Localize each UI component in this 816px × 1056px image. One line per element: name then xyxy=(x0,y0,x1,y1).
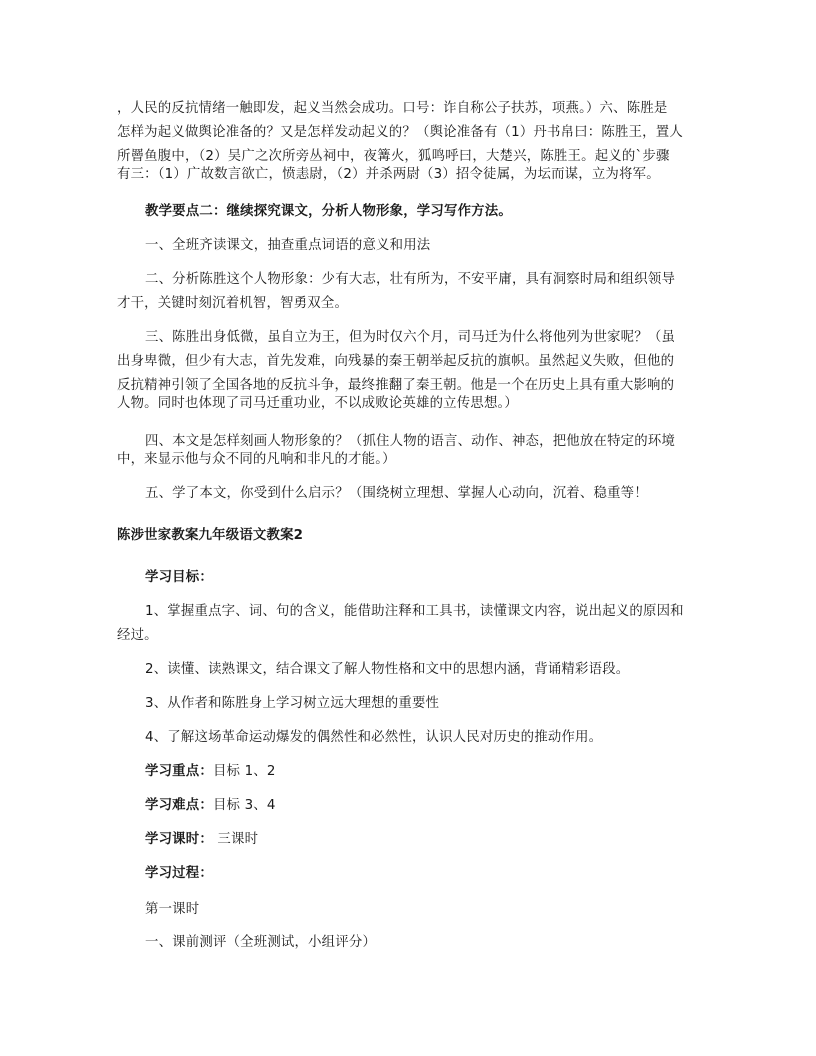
goal-item: 2、读懂、读熟课文，结合课文了解人物性格和文中的思想内涵，背诵精彩语段。 xyxy=(145,662,630,677)
list-item-continuation: 人物。同时也体现了司马迁重功业，不以成败论英雄的立传思想。） xyxy=(117,396,519,411)
hours-label: 学习课时： xyxy=(145,832,213,847)
goal-item: 3、从作者和陈胜身上学习树立远大理想的重要性 xyxy=(145,696,440,711)
list-item-continuation: 中，来显示他与众不同的凡响和非凡的才能。） xyxy=(117,452,396,467)
hours-row xyxy=(145,831,258,848)
list-item: 四、本文是怎样刻画人物形象的？（抓住人物的语言、动作、神态，把他放在特定的环境 xyxy=(145,434,676,449)
paragraph-line: ，人民的反抗情绪一触即发，起义当然会成功。口号：诈自称公子扶苏，项燕。）六、陈胜是 xyxy=(117,101,668,116)
section-title: 陈涉世家教案九年级语文教案2 xyxy=(117,528,304,543)
list-item: 一、全班齐读课文，抽查重点词语的意义和用法 xyxy=(145,238,431,253)
teaching-point-heading: 教学要点二：继续探究课文，分析人物形象，学习写作方法。 xyxy=(145,204,512,219)
list-item-continuation: 反抗精神引领了全国各地的反抗斗争，最终推翻了秦王朝。他是一个在历史上具有重大影响的 xyxy=(117,378,675,393)
list-item: 三、陈胜出身低微，虽自立为王，但为时仅六个月，司马迁为什么将他列为世家呢？（虽 xyxy=(145,330,676,345)
list-item-continuation: 才干，关键时刻沉着机智，智勇双全。 xyxy=(117,296,349,311)
paragraph-line: 怎样为起义做舆论准备的？又是怎样发动起义的？（舆论准备有（1）丹书帛曰：陈胜王，置人 xyxy=(117,125,683,140)
list-item-continuation: 出身卑微，但少有大志，首先发难，向残暴的秦王朝举起反抗的旗帜。虽然起义失败，但他的 xyxy=(117,354,675,369)
goal-item: 4、了解这场革命运动爆发的偶然性和必然性，认识人民对历史的推动作用。 xyxy=(145,730,603,745)
paragraph-line: 有三：（1）广故数言欲亡，愤恚尉，（2）并杀两尉（3）招令徒属，为坛而谋，立为将军。 xyxy=(117,167,660,182)
process-label: 学习过程： xyxy=(145,866,213,881)
list-item: 二、分析陈胜这个人物形象：少有大志，壮有所为，不安平庸，具有洞察时局和组织领导 xyxy=(145,272,676,287)
goal-item-continuation: 经过。 xyxy=(117,628,158,643)
key-points-label: 学习重点： xyxy=(145,764,213,779)
difficulty-row xyxy=(145,797,276,814)
difficulty-label: 学习难点： xyxy=(145,798,213,813)
goals-label: 学习目标： xyxy=(145,570,213,585)
paragraph-line: 所罾鱼腹中，（2）吴广之次所旁丛祠中，夜篝火，狐鸣呼曰，大楚兴，陈胜王。起义的`步骤 xyxy=(117,149,670,164)
hours-value: 三课时 xyxy=(212,832,259,847)
key-points-row xyxy=(145,763,276,780)
lesson-heading: 第一课时 xyxy=(145,902,200,917)
key-points-value: 目标 1、2 xyxy=(212,764,276,779)
goal-item: 1、掌握重点字、词、句的含义，能借助注释和工具书，读懂课文内容，说出起义的原因和 xyxy=(145,604,684,619)
pre-test-item: 一、课前测评（全班测试，小组评分） xyxy=(145,935,377,950)
list-item: 五、学了本文，你受到什么启示？（围绕树立理想、掌握人心动向，沉着、稳重等！ xyxy=(145,486,648,501)
difficulty-value: 目标 3、4 xyxy=(212,798,276,813)
